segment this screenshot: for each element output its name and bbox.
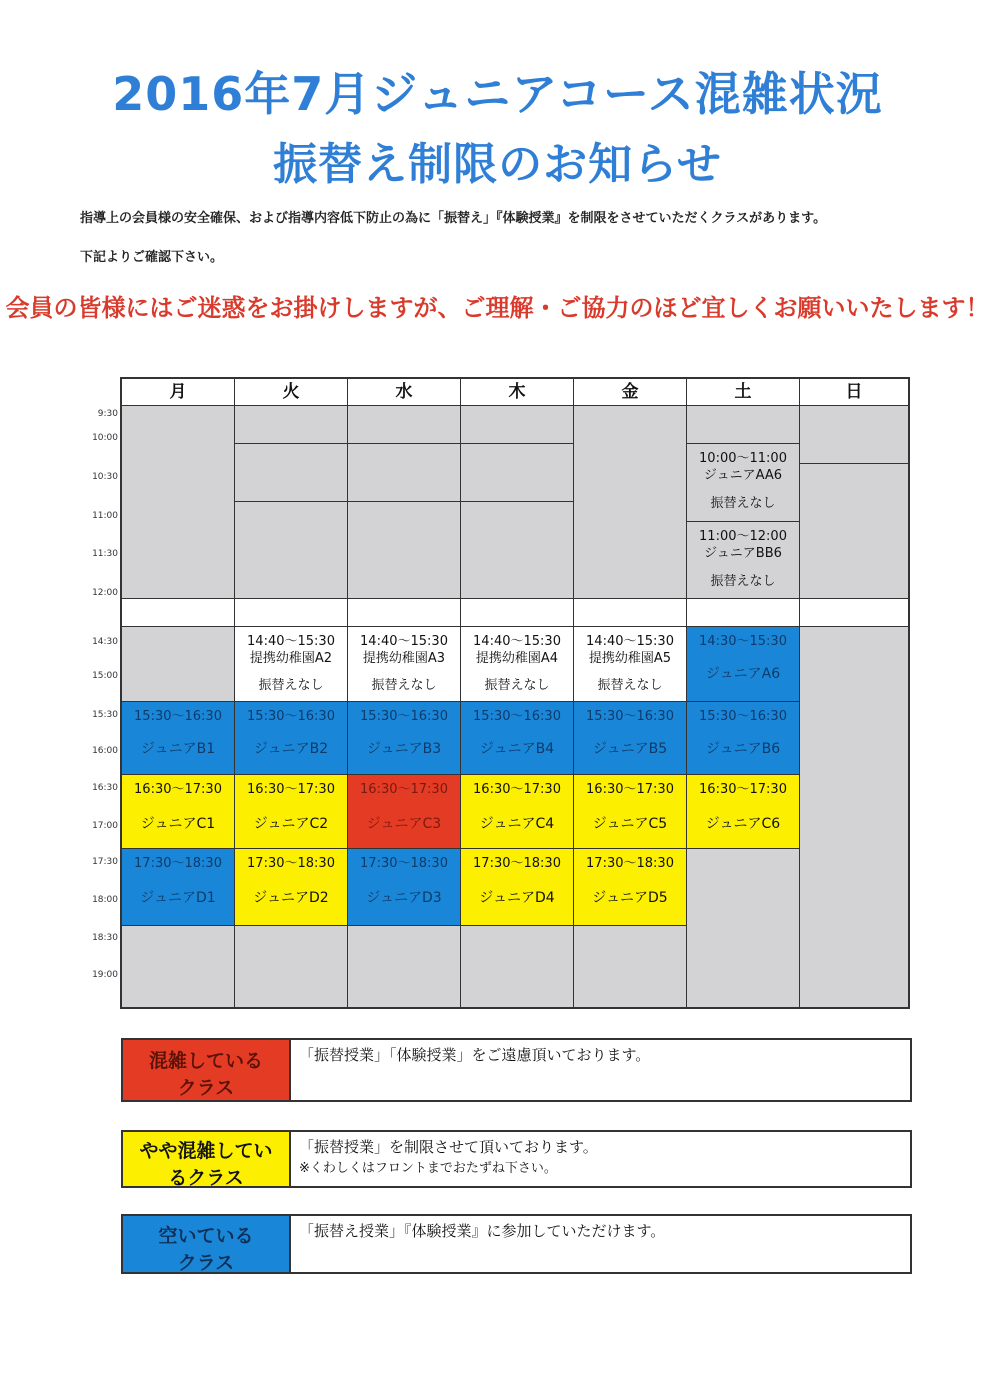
- class-time: 15:30～16:30: [473, 709, 561, 724]
- class-time: 15:30～16:30: [699, 709, 787, 724]
- page-subtitle: 振替え制限のお知らせ: [273, 139, 722, 190]
- class-time: 17:30～18:30: [247, 856, 335, 871]
- class-time: 16:30～17:30: [473, 782, 561, 797]
- class-time: 14:30～15:30: [699, 634, 787, 649]
- empty-slot: [687, 406, 800, 444]
- time-label: 18:30: [92, 933, 118, 943]
- time-label: 11:30: [92, 549, 118, 559]
- legend-label: 空いている: [158, 1225, 254, 1247]
- day-header-fri: 金: [574, 379, 687, 405]
- intro-text-1: 指導上の会員様の安全確保、および指導内容低下防止の為に「振替え」『体験授業』を制限をさせていただくクラスがあります。: [80, 211, 827, 226]
- class-name: ジュニアD1: [140, 890, 216, 906]
- day-header-sun: 日: [845, 382, 863, 402]
- empty-slot: [574, 406, 687, 599]
- empty-slot: [461, 406, 574, 444]
- time-label: 9:30: [97, 409, 118, 419]
- class-time: 16:30～17:30: [586, 782, 674, 797]
- class-name: ジュニアC3: [366, 816, 442, 832]
- legend-swatch-somewhat-congested: [123, 1132, 291, 1189]
- legend-label: クラス: [177, 1252, 235, 1274]
- class-slot[interactable]: [687, 627, 800, 702]
- appeal-text: 会員の皆様にはご迷惑をお掛けしますが、ご理解・ご協力のほど宜しくお願いいたします！: [5, 294, 990, 322]
- break-slot: [687, 599, 800, 627]
- time-label: 16:00: [92, 746, 118, 756]
- class-time: 16:30～17:30: [134, 782, 222, 797]
- class-slot[interactable]: [348, 702, 461, 775]
- empty-slot: [461, 502, 574, 599]
- empty-slot: [235, 444, 348, 502]
- class-name: ジュニアC4: [479, 816, 555, 832]
- class-note: 振替えなし: [371, 678, 437, 693]
- class-time: 17:30～18:30: [134, 856, 222, 871]
- class-name: ジュニアB3: [366, 741, 442, 757]
- class-slot[interactable]: [461, 775, 574, 849]
- class-note: 振替えなし: [710, 496, 776, 511]
- class-name: ジュニアC1: [140, 816, 216, 832]
- class-name: ジュニアD5: [592, 890, 668, 906]
- day-header-tue: 火: [235, 379, 348, 405]
- break-slot: [800, 599, 908, 627]
- class-name: 提携幼稚園A5: [588, 651, 672, 666]
- empty-slot: [235, 406, 348, 444]
- time-label: 16:30: [92, 783, 118, 793]
- legend-label: やや混雑してい: [139, 1140, 273, 1162]
- empty-slot: [235, 926, 348, 1007]
- page-title: 2016年7月ジュニアコース混雑状況: [112, 67, 883, 121]
- class-time: 14:40～15:30: [247, 634, 335, 649]
- day-header-thu: 木: [461, 379, 574, 405]
- class-name: ジュニアD4: [479, 890, 555, 906]
- empty-slot: [800, 627, 908, 1007]
- class-slot[interactable]: [574, 775, 687, 849]
- class-slot[interactable]: [122, 775, 235, 849]
- class-slot[interactable]: [574, 849, 687, 926]
- class-slot[interactable]: [348, 849, 461, 926]
- empty-slot: [348, 444, 461, 502]
- empty-slot: [348, 406, 461, 444]
- class-name: ジュニアC2: [253, 816, 329, 832]
- class-time: 14:40～15:30: [360, 634, 448, 649]
- class-time: 16:30～17:30: [247, 782, 335, 797]
- time-label: 18:00: [92, 895, 118, 905]
- class-slot[interactable]: [122, 702, 235, 775]
- class-time: 16:30～17:30: [699, 782, 787, 797]
- class-time: 15:30～16:30: [360, 709, 448, 724]
- legend-somewhat-congested: [121, 1130, 912, 1188]
- legend-text-line: 「振替え授業」『体験授業』に参加していただけます。: [299, 1222, 666, 1240]
- empty-slot: [800, 464, 908, 599]
- class-note: 振替えなし: [484, 678, 550, 693]
- class-slot[interactable]: [574, 627, 687, 702]
- class-slot[interactable]: [687, 702, 800, 775]
- legend-text: [299, 1220, 665, 1242]
- time-label: 19:00: [92, 970, 118, 980]
- class-slot[interactable]: [348, 627, 461, 702]
- time-label: 15:30: [92, 710, 118, 720]
- legend-swatch-congested: [123, 1040, 291, 1100]
- break-slot: [235, 599, 348, 627]
- class-slot[interactable]: [687, 444, 800, 522]
- class-name: 提携幼稚園A4: [475, 651, 559, 666]
- class-time: 17:30～18:30: [586, 856, 674, 871]
- class-note: 振替えなし: [597, 678, 663, 693]
- class-time: 15:30～16:30: [134, 709, 222, 724]
- legend-text-line: 「振替授業」「体験授業」をご遠慮頂いております。: [299, 1046, 651, 1064]
- break-slot: [348, 599, 461, 627]
- time-label: 11:00: [92, 511, 118, 521]
- class-slot[interactable]: [461, 702, 574, 775]
- legend-label: るクラス: [168, 1167, 244, 1189]
- class-name: ジュニアB2: [253, 741, 329, 757]
- day-header-mon: 月: [122, 379, 235, 405]
- class-time: 15:30～16:30: [247, 709, 335, 724]
- legend-available: [121, 1214, 912, 1274]
- class-time: 14:40～15:30: [586, 634, 674, 649]
- class-time: 10:00～11:00: [699, 451, 787, 466]
- empty-slot: [122, 406, 235, 599]
- time-label: 10:00: [92, 433, 118, 443]
- empty-slot: [461, 926, 574, 1007]
- legend-text: [299, 1044, 650, 1066]
- class-slot[interactable]: [235, 775, 348, 849]
- class-slot[interactable]: [461, 627, 574, 702]
- class-slot[interactable]: [235, 702, 348, 775]
- class-time: 17:30～18:30: [360, 856, 448, 871]
- legend-text: [299, 1136, 598, 1180]
- class-slot[interactable]: [574, 702, 687, 775]
- class-name: ジュニアC5: [592, 816, 668, 832]
- class-slot[interactable]: [122, 849, 235, 926]
- class-time: 16:30～17:30: [360, 782, 448, 797]
- class-slot[interactable]: [687, 775, 800, 849]
- legend-swatch-available: [123, 1216, 291, 1272]
- class-name: ジュニアD2: [253, 890, 329, 906]
- break-slot: [122, 599, 235, 627]
- class-name: ジュニアB6: [705, 741, 781, 757]
- class-slot[interactable]: [235, 627, 348, 702]
- break-slot: [574, 599, 687, 627]
- legend-text-line: 「振替授業」を制限させて頂いております。: [299, 1138, 598, 1156]
- time-label: 12:00: [92, 588, 118, 598]
- class-name: ジュニアB4: [479, 741, 555, 757]
- time-label: 10:30: [92, 472, 118, 482]
- legend-congested: [121, 1038, 912, 1102]
- time-label: 14:30: [92, 637, 118, 647]
- class-name: ジュニアB1: [140, 741, 216, 757]
- time-label: 15:00: [92, 671, 118, 681]
- empty-slot: [574, 926, 687, 1007]
- empty-slot: [348, 926, 461, 1007]
- class-slot[interactable]: [687, 522, 800, 599]
- class-name: ジュニアC6: [705, 816, 781, 832]
- empty-slot: [687, 849, 800, 1007]
- class-name: ジュニアD3: [366, 890, 442, 906]
- day-header-sat: 土: [687, 379, 800, 405]
- class-slot[interactable]: [461, 849, 574, 926]
- class-time: 17:30～18:30: [473, 856, 561, 871]
- empty-slot: [800, 406, 908, 464]
- class-time: 14:40～15:30: [473, 634, 561, 649]
- break-slot: [461, 599, 574, 627]
- legend-label: 混雑している: [148, 1050, 263, 1072]
- class-name: ジュニアB5: [592, 741, 668, 757]
- empty-slot: [461, 444, 574, 502]
- empty-slot: [122, 926, 235, 1007]
- time-label: 17:30: [92, 857, 118, 867]
- class-note: 振替えなし: [710, 574, 776, 589]
- legend-label: クラス: [177, 1077, 235, 1099]
- class-time: 11:00～12:00: [699, 529, 787, 544]
- intro-text-2: 下記よりご確認下さい。: [80, 250, 224, 265]
- timetable: [80, 377, 912, 1009]
- legend-text-line: ※くわしくはフロントまでおたずね下さい。: [299, 1161, 557, 1176]
- class-name: ジュニアAA6: [703, 468, 783, 483]
- class-name: 提携幼稚園A2: [249, 651, 333, 666]
- class-note: 振替えなし: [258, 678, 324, 693]
- schedule-grid: [120, 377, 910, 1009]
- class-slot[interactable]: [235, 849, 348, 926]
- class-slot[interactable]: [348, 775, 461, 849]
- day-header-wed: 水: [348, 379, 461, 405]
- empty-slot: [235, 502, 348, 599]
- class-name: ジュニアBB6: [704, 546, 782, 561]
- class-name: ジュニアA6: [705, 666, 781, 682]
- empty-slot: [348, 502, 461, 599]
- empty-slot: [122, 627, 235, 702]
- class-name: 提携幼稚園A3: [362, 651, 446, 666]
- time-label: 17:00: [92, 821, 118, 831]
- class-time: 15:30～16:30: [586, 709, 674, 724]
